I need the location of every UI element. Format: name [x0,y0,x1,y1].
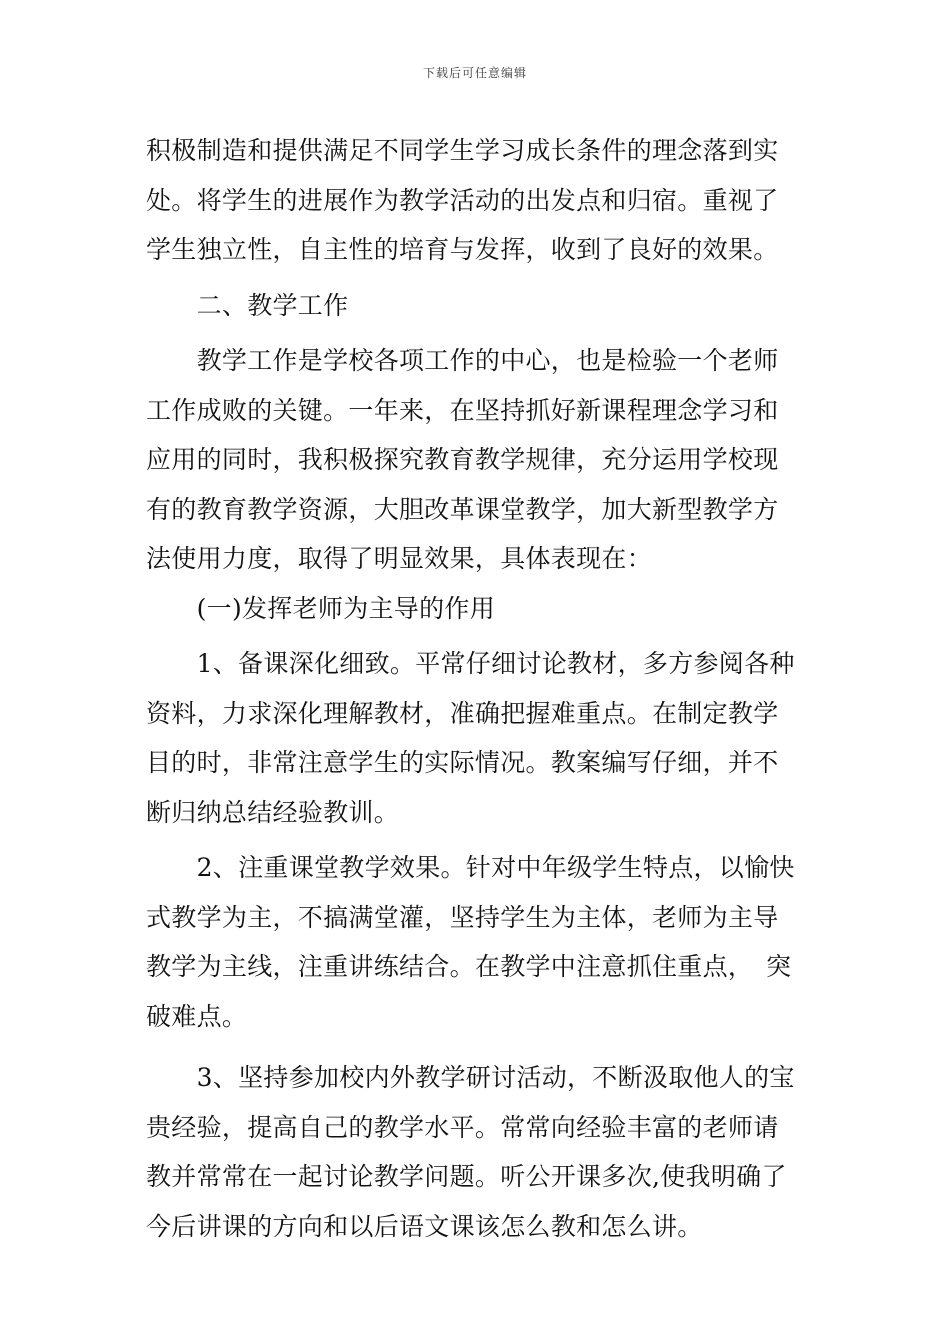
text-line: 资料，力求深化理解教材，准确把握难重点。在制定教学 [146,698,779,728]
text-line: 目的时，非常注意学生的实际情况。教案编写仔细，并不 [146,748,779,777]
text-line: 应用的同时，我积极探究教育教学规律，充分运用学校现 [146,445,779,474]
text-line: 法使用力度，取得了明显效果，具体表现在： [146,544,653,573]
text-line: 积极制造和提供满足不同学生学习成长条件的理念落到实 [146,136,779,165]
document-body [146,126,806,1251]
text-line: 教学工作是学校各项工作的中心，也是检验一个老师 [146,346,779,375]
text-line: 今后讲课的方向和以后语文课该怎么教和怎么讲。 [146,1211,703,1241]
page-header: 下载后可任意编辑 [422,66,527,80]
text-line: 学生独立性，自主性的培育与发挥，收到了良好的效果。 [146,235,779,264]
text-line: 贵经验，提高自己的教学水平。常常向经验丰富的老师请 [146,1112,779,1142]
text-line: 工作成败的关键。一年来，在坚持抓好新课程理念学习和 [146,395,779,425]
text-line: 式教学为主，不搞满堂灌，坚持学生为主体，老师为主导 [146,902,779,932]
text-line: 2、注重课堂教学效果。针对中年级学生特点，以愉快 [146,853,795,882]
text-line: 有的教育教学资源，大胆改革课堂教学，加大新型教学方 [146,494,779,524]
section-heading: 二、教学工作 [146,290,349,320]
text-line: 教并常常在一起讨论教学问题。听公开课多次,使我明确了 [146,1162,787,1191]
text-line: 1、备课深化细致。平常仔细讨论教材，多方参阅各种 [146,649,795,678]
text-line: 教学为主线，注重讲练结合。在教学中注意抓住重点， 突 [146,952,792,981]
text-line: 破难点。 [146,1001,248,1031]
text-line: 3、坚持参加校内外教学研讨活动，不断汲取他人的宝 [146,1063,795,1092]
subsection-heading: (一)发挥老师为主导的作用 [146,593,496,623]
text-line: 断归纳总结经验教训。 [146,797,400,827]
text-line: 处。将学生的进展作为教学活动的出发点和归宿。重视了 [146,185,779,215]
